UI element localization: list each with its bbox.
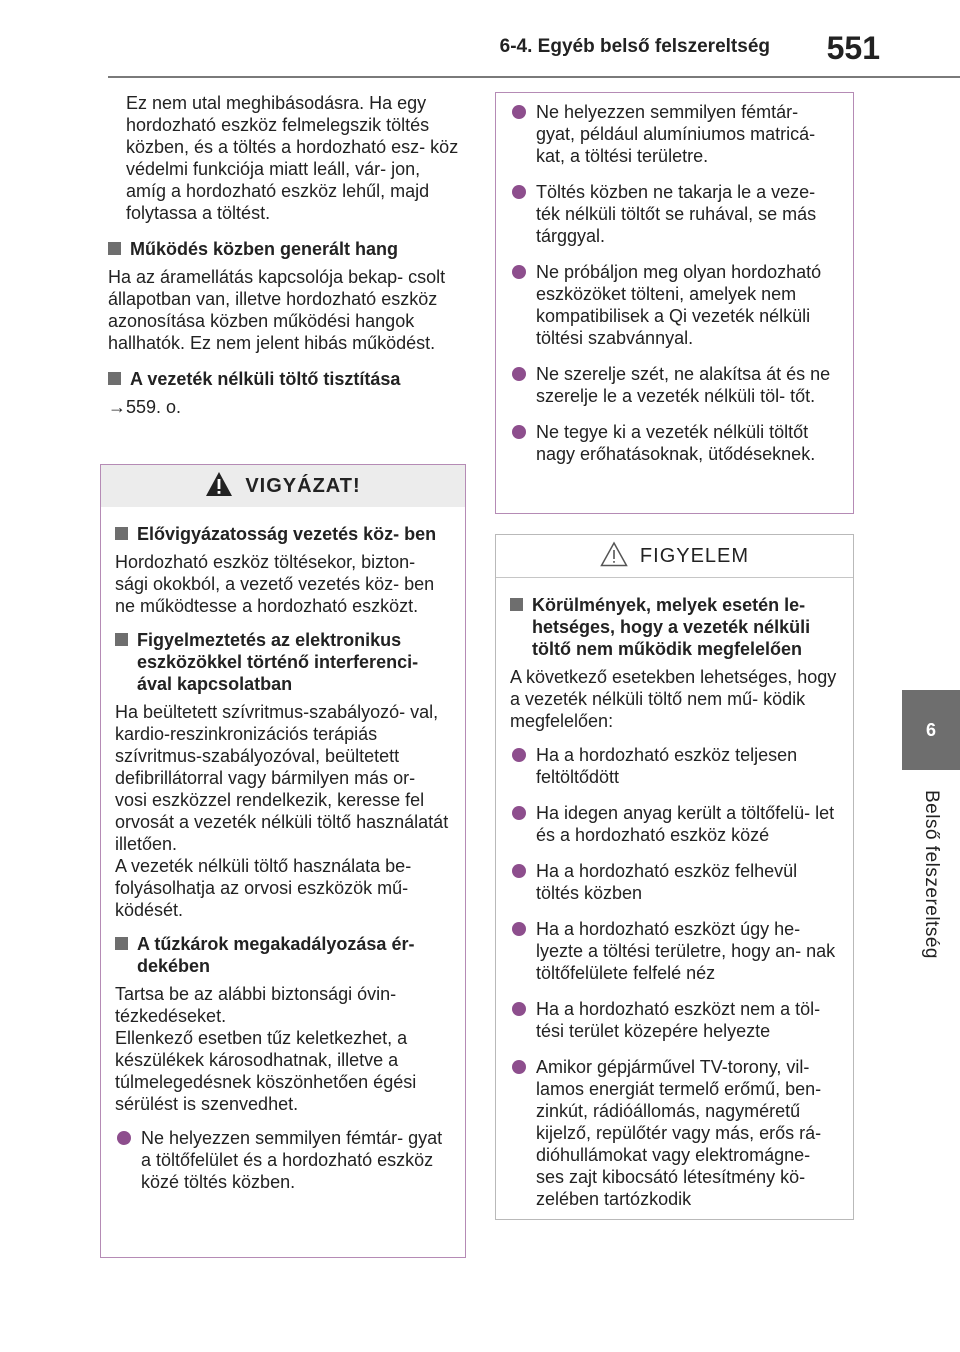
notice-intro: A következő esetekben lehetséges, hogy a vezeték nélküli töltő nem mű- ködik megfelelően:	[510, 667, 837, 731]
round-bullet-icon	[512, 185, 526, 199]
list-item	[510, 421, 839, 465]
list-item-text: Ne próbáljon meg olyan hordozható eszközöket tölteni, amelyek nem kompatibilisek a Qi vezeték nélküli töltési szabvánnyal.	[536, 262, 822, 348]
warning-paragraph-interference: Ha beültetett szívritmus-szabályozó- val, kardio-reszinkronizációs terápiás szívritmus-szabályozóval, beültetett defibrillátorral vagy bármilyen más or- vosi eszközzel rendelkezik, keresse fel orvosát a vezeték nélküli töltő használatát illetően.	[115, 702, 449, 854]
round-bullet-icon	[512, 367, 526, 381]
clean-heading	[108, 368, 464, 390]
round-bullet-icon	[512, 1002, 526, 1016]
list-item	[510, 1056, 839, 1210]
caution-triangle-outline-icon	[600, 541, 628, 572]
warning-heading-driving	[115, 523, 451, 545]
square-bullet-icon	[108, 372, 121, 385]
warning-paragraph-interference-2: A vezeték nélküli töltő használata be- folyásolhatja az orvosi eszközök mű- ködését.	[115, 856, 412, 920]
round-bullet-icon	[512, 105, 526, 119]
notice-body	[496, 578, 853, 1234]
warning-heading-driving-text: Elővigyázatosság vezetés köz- ben	[137, 524, 437, 544]
list-item	[510, 363, 839, 407]
list-item	[510, 101, 839, 167]
intro-paragraph: Ez nem utal meghibásodásra. Ha egy hordozható eszköz felmelegszik töltés közben, és a töltés a hordozható esz- köz védelmi funkciója miatt leáll, vár- jon, amíg a hordozható eszköz lehűl, majd folytassa a töltést.	[126, 93, 459, 223]
warning-heading-interference-text: Figyelmeztetés az elektronikus eszközökkel történő interferenci- ával kapcsolatban	[137, 630, 419, 694]
clean-reference: →559. o.	[108, 397, 182, 417]
list-item	[510, 918, 839, 984]
square-bullet-icon	[108, 242, 121, 255]
list-item-text: Amikor gépjárművel TV-torony, vil- lamos energiát termelő erőmű, ben- zinkút, rádióállomás, nagyméretű kijelző, repülőtér vagy más, erős rá- dióhullámokat vagy elektromágne- ses zajt kibocsátó létesítmény kö- zelében tartózkodik	[536, 1057, 822, 1209]
round-bullet-icon	[512, 922, 526, 936]
warning-heading-fire	[115, 933, 451, 977]
list-item	[510, 744, 839, 788]
list-item-text: Ne helyezzen semmilyen fémtár- gyat a töltőfelület és a hordozható eszköz közé töltés közben.	[141, 1128, 443, 1192]
list-item-text: Töltés közben ne takarja le a veze- ték nélküli töltőt se ruhával, se más tárggyal.	[536, 182, 817, 246]
warning-paragraph-driving: Hordozható eszköz töltésekor, bizton- sági okokból, a vezető vezetés köz- ben ne működtesse a hordozható eszközt.	[115, 552, 435, 616]
warning-continuation-box	[495, 92, 854, 514]
list-item-text: Ha a hordozható eszköz teljesen feltöltődött	[536, 745, 798, 787]
section-title: 6-4. Egyéb belső felszereltség	[499, 36, 770, 57]
warning-body	[101, 507, 465, 1217]
warning-heading-fire-text: A tűzkárok megakadályozása ér- dekében	[137, 934, 415, 976]
warning-title: VIGYÁZAT!	[245, 475, 361, 497]
round-bullet-icon	[117, 1131, 131, 1145]
notice-header	[496, 535, 853, 578]
header-rule	[108, 76, 960, 78]
warning-box	[100, 464, 466, 1258]
list-item	[510, 261, 839, 349]
notice-box	[495, 534, 854, 1220]
left-column	[108, 92, 464, 428]
page-number: 551	[826, 30, 880, 66]
square-bullet-icon	[510, 598, 523, 611]
list-item-text: Ha a hordozható eszközt nem a töl- tési terület közepére helyezte	[536, 999, 821, 1041]
list-item	[115, 1127, 451, 1193]
notice-heading-text: Körülmények, melyek esetén le- hetséges, hogy a vezeték nélküli töltő nem működik megfelelően	[532, 595, 811, 659]
list-item	[510, 802, 839, 846]
noise-paragraph: Ha az áramellátás kapcsolója bekap- csolt állapotban van, illetve hordozható eszköz azonosítása közben működési hangok hallhatók. Ez nem jelent hibás működést.	[108, 267, 446, 353]
list-item-text: Ne szerelje szét, ne alakítsa át és ne szerelje le a vezeték nélküli töl- tőt.	[536, 364, 831, 406]
list-item-text: Ha a hordozható eszközt úgy he- lyezte a töltési területre, hogy an- nak töltőfelülete felfelé néz	[536, 919, 836, 983]
chapter-tab: 6	[902, 690, 960, 770]
list-item	[510, 181, 839, 247]
round-bullet-icon	[512, 748, 526, 762]
round-bullet-icon	[512, 425, 526, 439]
notice-heading	[510, 594, 839, 660]
round-bullet-icon	[512, 806, 526, 820]
round-bullet-icon	[512, 1060, 526, 1074]
warning-paragraph-fire: Tartsa be az alábbi biztonsági óvin- tézkedéseket.	[115, 984, 397, 1026]
noise-heading-text: Működés közben generált hang	[130, 239, 399, 259]
list-item	[510, 998, 839, 1042]
list-item-text: Ne tegye ki a vezeték nélküli töltőt nagy erőhatásoknak, ütődéseknek.	[536, 422, 816, 464]
round-bullet-icon	[512, 265, 526, 279]
square-bullet-icon	[115, 633, 128, 646]
warning-triangle-icon	[205, 471, 233, 502]
square-bullet-icon	[115, 937, 128, 950]
clean-heading-text: A vezeték nélküli töltő tisztítása	[130, 369, 401, 389]
list-item	[510, 860, 839, 904]
notice-title: FIGYELEM	[639, 545, 750, 567]
list-item-text: Ha idegen anyag került a töltőfelü- let és a hordozható eszköz közé	[536, 803, 835, 845]
warning-continuation-body	[496, 93, 853, 489]
list-item-text: Ne helyezzen semmilyen fémtár- gyat, például alumíniumos matricá- kat, a töltési területre.	[536, 102, 816, 166]
chapter-title: Belső felszereltség	[921, 790, 942, 959]
warning-paragraph-fire-2: Ellenkező esetben tűz keletkezhet, a készülékek károsodhatnak, illetve a túlmelegedésnek köszönhetően égési sérülést is szenvedhet.	[115, 1028, 417, 1114]
square-bullet-icon	[115, 527, 128, 540]
list-item-text: Ha a hordozható eszköz felhevül töltés közben	[536, 861, 798, 903]
round-bullet-icon	[512, 864, 526, 878]
warning-header	[101, 465, 465, 507]
noise-heading	[108, 238, 464, 260]
warning-heading-interference	[115, 629, 451, 695]
